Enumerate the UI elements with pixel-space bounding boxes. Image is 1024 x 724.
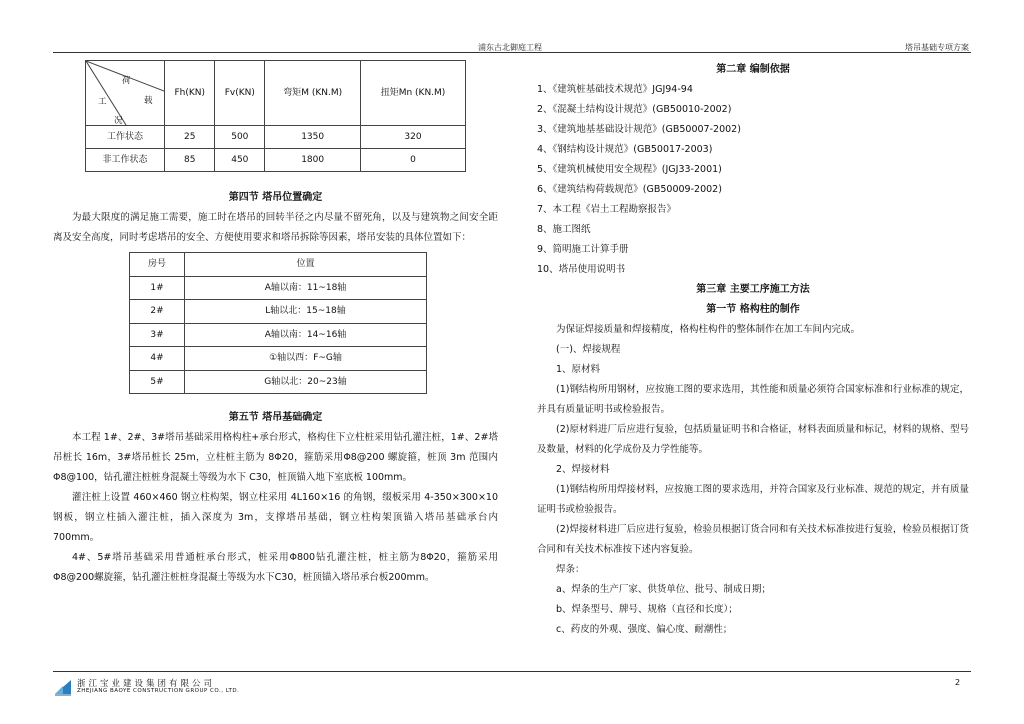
- paragraph: (1)钢结构所用焊接材料，应按施工图的要求选用，并符合国家及行业标准、规范的规定，并有质量证明书或检验报告。: [537, 484, 969, 515]
- footer-rule: [53, 671, 971, 672]
- table-cell: 1800: [265, 149, 361, 172]
- row-label: 工作状态: [86, 126, 165, 149]
- ref-item: 8、施工图纸: [537, 224, 591, 235]
- table-cell: 85: [165, 149, 215, 172]
- load-table: [85, 60, 466, 172]
- right-column: [537, 60, 969, 640]
- diag-header-cell: [86, 61, 165, 126]
- ref-item: 3、《建筑地基基础设计规范》(GB50007-2002): [537, 124, 741, 135]
- chapter2-title: 第二章 编制依据: [716, 64, 790, 75]
- table-cell: 4#: [130, 347, 185, 371]
- subheading: 1、原材料: [556, 364, 601, 375]
- diag-top-label: 荷: [122, 76, 131, 86]
- ref-item: 6、《建筑结构荷载规范》(GB50009-2002): [537, 184, 722, 195]
- list-item: b、焊条型号、牌号、规格（直径和长度）；: [556, 604, 738, 615]
- chapter3-section1-title: 第一节 格构柱的制作: [706, 304, 800, 315]
- col-header: 房号: [130, 253, 185, 277]
- section5-title: 第五节 塔吊基础确定: [228, 412, 323, 423]
- table-cell: 25: [165, 126, 215, 149]
- ref-item: 7、本工程《岩土工程勘察报告》: [537, 204, 677, 215]
- paragraph: (2)焊接材料进厂后应进行复验，检验员根据订货合同和有关技术标准按进行复验，检验员根据订货合同和有关技术标准按下述内容复验。: [537, 524, 969, 555]
- ref-item: 1、《建筑桩基础技术规范》JGJ94-94: [537, 84, 693, 95]
- table-cell: A轴以南：14~16轴: [185, 323, 427, 347]
- table-cell: A轴以南：11~18轴: [185, 276, 427, 300]
- ref-item: 5、《建筑机械使用安全规程》(JGJ33-2001): [537, 164, 722, 175]
- table-cell: 1#: [130, 276, 185, 300]
- subheading: 焊条：: [556, 564, 585, 575]
- ref-item: 2、《混凝土结构设计规范》(GB50010-2002): [537, 104, 732, 115]
- section4-title: 第四节 塔吊位置确定: [228, 192, 323, 203]
- table-cell: G轴以北：20~23轴: [185, 370, 427, 394]
- page-number: 2: [955, 678, 961, 687]
- header-rule: [53, 52, 971, 53]
- table-cell: 0: [361, 149, 466, 172]
- row-label: 非工作状态: [86, 149, 165, 172]
- section5-para: 本工程 1#、2#、3#塔吊基础采用格构柱+承台形式，格构住下立柱桩采用钻孔灌注桩，1#、2#塔吊桩长 16m，3#塔吊桩长 25m，立柱桩主筋为 8Φ20，箍筋采用Φ8@200 螺旋箍，桩顶 3m 范围内Φ8@100，钻孔灌注桩桩身混凝土等级为水下 C30，桩顶锚入地下室底板 100mm。: [53, 432, 498, 483]
- table-row: [130, 276, 427, 300]
- col-header: 位置: [185, 253, 427, 277]
- chapter3-title: 第三章 主要工序施工方法: [696, 284, 810, 295]
- section5-para: 4#、5#塔吊基础采用普通桩承台形式，桩采用Φ800钻孔灌注桩，桩主筋为8Φ20，箍筋采用Φ8@200螺旋箍，钻孔灌注桩桩身混凝土等级为水下C30，桩顶锚入塔吊承台板200mm。: [53, 552, 498, 583]
- table-cell: 5#: [130, 370, 185, 394]
- table-row: [130, 347, 427, 371]
- section4-para: 为最大限度的满足施工需要，施工时在塔吊的回转半径之内尽量不留死角，以及与建筑物之间安全距离及安全高度，同时考虑塔吊的安全、方便使用要求和塔吊拆除等因素，塔吊安装的具体位置如下：: [53, 212, 498, 243]
- table-cell: 1350: [265, 126, 361, 149]
- diag-mid-label: 载: [144, 96, 153, 106]
- table-row: [86, 149, 466, 172]
- col-header: 扭矩Mn (KN.M): [361, 61, 466, 126]
- table-cell: L轴以北：15~18轴: [185, 300, 427, 324]
- table-row: [130, 323, 427, 347]
- list-item: a、焊条的生产厂家、供货单位、批号、制成日期；: [556, 584, 771, 595]
- table-cell: 450: [215, 149, 265, 172]
- table-cell: ①轴以西：F~G轴: [185, 347, 427, 371]
- header-doc-title: 塔吊基础专项方案: [905, 43, 969, 52]
- company-logo-icon: [53, 676, 73, 696]
- table-cell: 500: [215, 126, 265, 149]
- table-cell: 2#: [130, 300, 185, 324]
- ref-item: 9、简明施工计算手册: [537, 244, 629, 255]
- subheading: 2、焊接材料: [556, 464, 610, 475]
- table-row: [130, 370, 427, 394]
- position-table: [129, 252, 427, 394]
- footer-company: 浙江宝业建设集团有限公司: [77, 679, 216, 689]
- col-header: Fh(KN): [165, 61, 215, 126]
- chapter3-intro: 为保证焊接质量和焊接精度，格构柱构件的整体制作在加工车间内完成。: [556, 324, 861, 335]
- ref-item: 10、塔吊使用说明书: [537, 264, 626, 275]
- footer-company-en: ZHEJIANG BAOYE CONSTRUCTION GROUP CO., LTD.: [77, 688, 240, 694]
- subheading: (一)、焊接规程: [556, 344, 621, 355]
- left-column: [53, 60, 498, 588]
- table-row: [130, 300, 427, 324]
- table-cell: 3#: [130, 323, 185, 347]
- col-header: 弯矩M (KN.M): [265, 61, 361, 126]
- paragraph: (1)钢结构所用钢材，应按施工图的要求选用，其性能和质量必须符合国家标准和行业标准的规定，并具有质量证明书或检验报告。: [537, 384, 969, 415]
- list-item: c、药皮的外观、强度、偏心度、耐潮性；: [556, 624, 733, 635]
- section5-para: 灌注桩上设置 460×460 钢立柱构架，钢立柱采用 4L160×16 的角钢，缀板采用 4-350×300×10 钢板，钢立柱插入灌注桩，插入深度为 3m，支撑塔吊基础，钢立柱构架顶锚入塔吊基础承台内 700mm。: [53, 492, 498, 543]
- table-cell: 320: [361, 126, 466, 149]
- paragraph: (2)原材料进厂后应进行复验，包括质量证明书和合格证，材料表面质量和标记，材料的规格、型号及数量，材料的化学成份及力学性能等。: [537, 424, 969, 455]
- ref-item: 4、《钢结构设计规范》(GB50017-2003): [537, 144, 713, 155]
- col-header: Fv(KN): [215, 61, 265, 126]
- diag-cond-label: 况: [114, 116, 123, 126]
- header-project: 浦东古北御庭工程: [478, 43, 542, 52]
- table-row: [86, 126, 466, 149]
- diag-work-label: 工: [98, 97, 107, 107]
